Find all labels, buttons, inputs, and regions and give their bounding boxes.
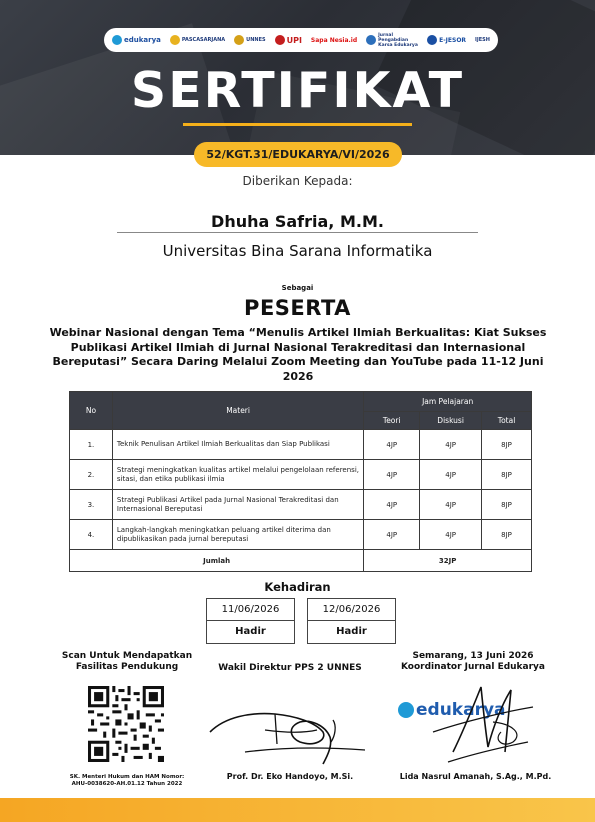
- row-number: 2.: [70, 460, 113, 490]
- title-underline: [183, 123, 412, 126]
- qr-caption-line: Scan Untuk Mendapatkan: [61, 651, 193, 661]
- col-header-no: No: [70, 392, 113, 430]
- legal-line: AHU-0038620-AH.01.12 Tahun 2022: [71, 781, 183, 787]
- attendance-day-2: [307, 598, 396, 644]
- right-signer-heading: [388, 651, 558, 673]
- pascasarjana-logo: PASCASARJANA: [170, 35, 225, 45]
- left-signature-image: [205, 692, 370, 767]
- row-diskusi: 4JP: [420, 490, 482, 520]
- col-header-jam-pelajaran: Jam Pelajaran: [364, 392, 532, 412]
- certificate-number-badge: 52/KGT.31/EDUKARYA/VI/2026: [194, 142, 402, 167]
- col-header-diskusi: Diskusi: [420, 412, 482, 430]
- upi-logo: UPI: [275, 35, 302, 45]
- row-teori: 4JP: [364, 490, 420, 520]
- qr-caption: [47, 651, 207, 673]
- row-diskusi: 4JP: [420, 460, 482, 490]
- row-number: 3.: [70, 490, 113, 520]
- recipient-institution: Universitas Bina Sarana Informatika: [162, 242, 433, 260]
- row-number: 1.: [70, 430, 113, 460]
- partner-logo-bar: [104, 28, 498, 52]
- given-to-label: Diberikan Kepada:: [242, 174, 353, 188]
- ijesh-logo: IJESH: [475, 37, 490, 43]
- qr-caption-line: Fasilitas Pendukung: [75, 662, 179, 672]
- sapa-nesia-logo: Sapa Nesia.id: [310, 36, 358, 44]
- total-label: Jumlah: [70, 550, 364, 572]
- table-row: [70, 430, 532, 460]
- row-materi: Strategi Publikasi Artikel pada Jurnal Nasional Terakreditasi dan Internasional Bereputasi: [112, 490, 363, 520]
- row-materi: Langkah-langkah meningkatkan peluang artikel diterima dan dipublikasikan pada jurnal bereputasi: [112, 520, 363, 550]
- row-total: 8JP: [482, 460, 532, 490]
- row-diskusi: 4JP: [420, 520, 482, 550]
- attendance-day-1: [206, 598, 295, 644]
- edukarya-logo: edukarya: [112, 35, 161, 45]
- table-row: [70, 460, 532, 490]
- row-number: 4.: [70, 520, 113, 550]
- recipient-name: Dhuha Safria, M.M.: [211, 212, 384, 231]
- row-total: 8JP: [482, 520, 532, 550]
- row-teori: 4JP: [364, 460, 420, 490]
- col-header-total: Total: [482, 412, 532, 430]
- legal-line: SK. Menteri Hukum dan HAM Nomor:: [69, 774, 185, 780]
- row-materi: Teknik Penulisan Artikel Ilmiah Berkualitas dan Siap Publikasi: [112, 430, 363, 460]
- col-header-materi: Materi: [112, 392, 363, 430]
- attendance-status: Hadir: [336, 626, 367, 637]
- event-description: Webinar Nasional dengan Tema “Menulis Artikel Ilmiah Berkualitas: Kiat Sukses Publikasi Artikel Ilmiah di Jurnal Nasional Terakreditasi dan Internasional Bereputasi” Secara Daring Melalui Zoom Meeting dan YouTube pada 11-12 Juni 2026: [49, 326, 547, 383]
- table-total-row: [70, 550, 532, 572]
- row-total: 8JP: [482, 490, 532, 520]
- right-signature-image: [393, 682, 538, 767]
- left-signer-position: Wakil Direktur PPS 2 UNNES: [218, 663, 362, 673]
- total-value: 32JP: [364, 550, 532, 572]
- edukarya-stamp: edukarya: [398, 700, 506, 720]
- unnes-logo: UNNES: [234, 35, 265, 45]
- row-materi: Strategi meningkatkan kualitas artikel melalui pengelolaan referensi, sitasi, dan etika publikasi ilmia: [112, 460, 363, 490]
- qr-code-icon[interactable]: [88, 686, 164, 762]
- ejesor-logo: E-JESOR: [427, 35, 466, 45]
- certificate-title: SERTIFIKAT: [130, 62, 465, 119]
- legal-registration: [47, 774, 207, 788]
- table-row: [70, 490, 532, 520]
- left-signer-name: Prof. Dr. Eko Handoyo, M.Si.: [226, 772, 354, 781]
- attendance-status: Hadir: [235, 626, 266, 637]
- material-table: [69, 391, 532, 572]
- col-header-teori: Teori: [364, 412, 420, 430]
- footer-accent-bar: [0, 798, 595, 822]
- row-teori: 4JP: [364, 520, 420, 550]
- attendance-date: 11/06/2026: [207, 599, 294, 621]
- row-teori: 4JP: [364, 430, 420, 460]
- name-underline: [117, 232, 478, 233]
- sign-place-date: Semarang, 13 Juni 2026: [412, 651, 534, 661]
- jurnal-pengabdian-logo: Jurnal Pengabdian Karsa Edukarya: [366, 33, 418, 48]
- as-label: Sebagai: [281, 284, 314, 292]
- row-total: 8JP: [482, 430, 532, 460]
- participant-role: PESERTA: [244, 296, 351, 320]
- row-diskusi: 4JP: [420, 430, 482, 460]
- attendance-date: 12/06/2026: [308, 599, 395, 621]
- right-signer-name: Lida Nasrul Amanah, S.Ag., M.Pd.: [399, 772, 552, 781]
- right-signer-position: Koordinator Jurnal Edukarya: [400, 662, 545, 672]
- table-row: [70, 520, 532, 550]
- attendance-title: Kehadiran: [264, 580, 331, 594]
